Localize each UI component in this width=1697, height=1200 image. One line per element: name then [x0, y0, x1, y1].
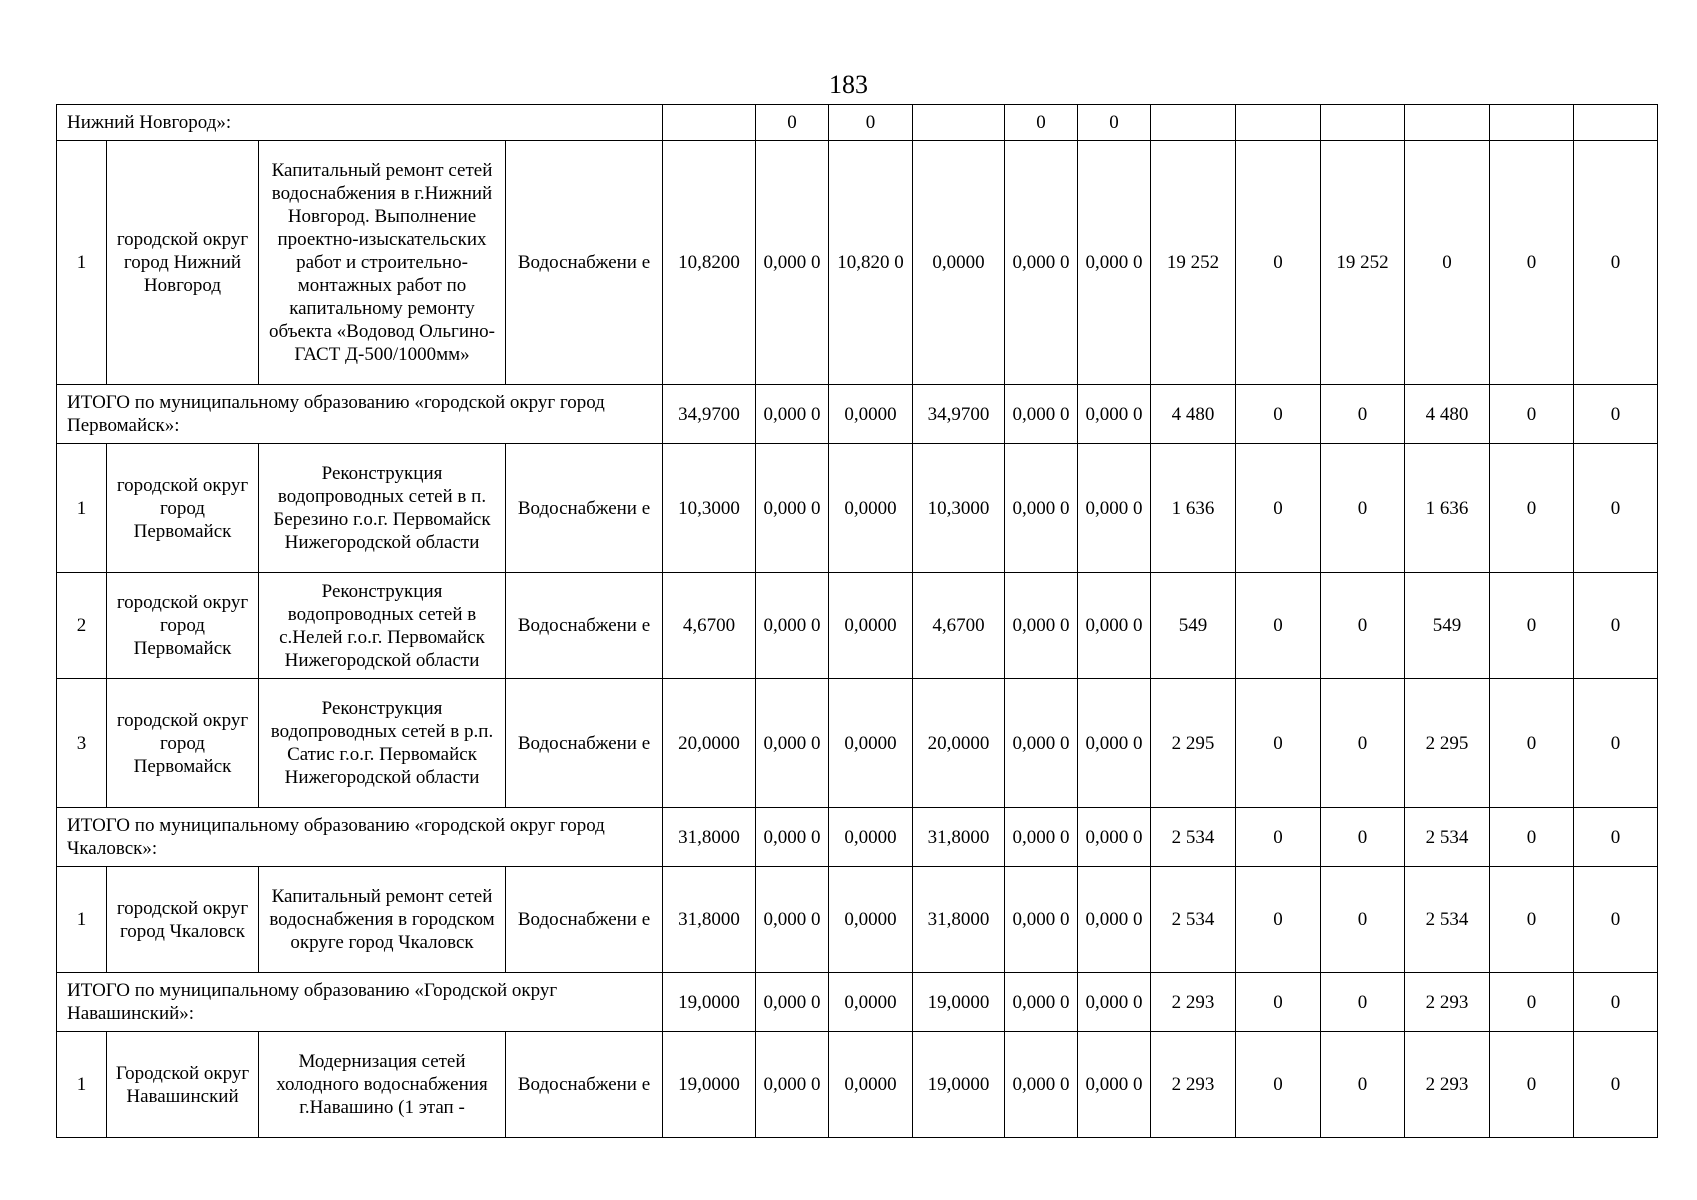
table-row [57, 444, 1658, 573]
row-number: 1 [57, 1032, 107, 1138]
district-name: городской округ город Первомайск [107, 444, 259, 573]
value-cell: 34,9700 [913, 385, 1005, 444]
value-cell [1405, 105, 1490, 141]
value-cell: 0,000 0 [1078, 573, 1151, 679]
value-cell: 2 534 [1151, 867, 1236, 973]
value-cell: 0 [1490, 808, 1574, 867]
value-cell: 4,6700 [913, 573, 1005, 679]
value-cell: 0,000 0 [1005, 1032, 1078, 1138]
value-cell: 10,820 0 [829, 141, 913, 385]
project-description: Модернизация сетей холодного водоснабжения г.Навашино (1 этап - [259, 1032, 506, 1138]
value-cell: 0,0000 [829, 385, 913, 444]
total-row [57, 808, 1658, 867]
value-cell: 2 293 [1151, 1032, 1236, 1138]
category-cell: Водоснабжени е [506, 679, 663, 808]
value-cell: 0 [1078, 105, 1151, 141]
table-row [57, 867, 1658, 973]
district-name: городской округ город Первомайск [107, 679, 259, 808]
value-cell: 0,000 0 [1005, 444, 1078, 573]
value-cell: 549 [1405, 573, 1490, 679]
value-cell: 0,000 0 [1005, 573, 1078, 679]
project-description: Реконструкция водопроводных сетей в п. Березино г.о.г. Первомайск Нижегородской области [259, 444, 506, 573]
value-cell: 0 [1236, 444, 1321, 573]
value-cell: 0,000 0 [756, 141, 829, 385]
value-cell: 34,9700 [663, 385, 756, 444]
budget-table [56, 104, 1658, 1138]
value-cell: 0 [1321, 973, 1405, 1032]
value-cell: 31,8000 [913, 808, 1005, 867]
value-cell: 0,000 0 [1005, 679, 1078, 808]
value-cell: 2 534 [1405, 867, 1490, 973]
value-cell: 19,0000 [913, 973, 1005, 1032]
value-cell: 0 [1236, 573, 1321, 679]
value-cell: 0 [1236, 867, 1321, 973]
value-cell: 0,0000 [829, 444, 913, 573]
category-cell: Водоснабжени е [506, 867, 663, 973]
value-cell [1490, 105, 1574, 141]
value-cell: 2 293 [1405, 973, 1490, 1032]
table-row [57, 141, 1658, 385]
value-cell: 0,0000 [829, 808, 913, 867]
value-cell: 0,000 0 [756, 1032, 829, 1138]
value-cell: 0 [1574, 573, 1658, 679]
value-cell: 0 [1321, 867, 1405, 973]
value-cell: 4,6700 [663, 573, 756, 679]
value-cell: 0,000 0 [1078, 679, 1151, 808]
total-label: ИТОГО по муниципальному образованию «городской округ город Первомайск»: [57, 385, 663, 444]
value-cell: 0 [1490, 573, 1574, 679]
value-cell: 0 [1005, 105, 1078, 141]
value-cell: 19 252 [1151, 141, 1236, 385]
value-cell: 0 [1321, 808, 1405, 867]
row-number: 1 [57, 444, 107, 573]
value-cell: 0,0000 [829, 1032, 913, 1138]
value-cell: 0,000 0 [1005, 141, 1078, 385]
value-cell: 0 [829, 105, 913, 141]
value-cell: 2 293 [1405, 1032, 1490, 1138]
value-cell: 0,000 0 [756, 444, 829, 573]
total-row [57, 105, 1658, 141]
value-cell: 0,000 0 [1005, 867, 1078, 973]
value-cell: 0,0000 [829, 973, 913, 1032]
value-cell: 0,000 0 [756, 973, 829, 1032]
value-cell: 0,000 0 [1078, 385, 1151, 444]
value-cell: 0 [1574, 444, 1658, 573]
row-number: 2 [57, 573, 107, 679]
category-cell: Водоснабжени е [506, 573, 663, 679]
value-cell: 0 [1321, 1032, 1405, 1138]
value-cell: 0 [1236, 141, 1321, 385]
row-number: 1 [57, 141, 107, 385]
total-label: Нижний Новгород»: [57, 105, 663, 141]
value-cell: 0 [1236, 808, 1321, 867]
value-cell: 0 [1490, 679, 1574, 808]
value-cell: 10,8200 [663, 141, 756, 385]
category-cell: Водоснабжени е [506, 141, 663, 385]
value-cell: 0,000 0 [1078, 867, 1151, 973]
district-name: городской округ город Нижний Новгород [107, 141, 259, 385]
value-cell: 0 [1490, 385, 1574, 444]
value-cell: 0,000 0 [1078, 973, 1151, 1032]
value-cell: 0,000 0 [1078, 444, 1151, 573]
value-cell: 0 [1236, 973, 1321, 1032]
value-cell: 2 534 [1151, 808, 1236, 867]
value-cell: 549 [1151, 573, 1236, 679]
value-cell: 0 [1236, 679, 1321, 808]
value-cell: 0,000 0 [1078, 808, 1151, 867]
district-name: городской округ город Первомайск [107, 573, 259, 679]
project-description: Капитальный ремонт сетей водоснабжения в городском округе город Чкаловск [259, 867, 506, 973]
category-cell: Водоснабжени е [506, 444, 663, 573]
value-cell: 0,000 0 [1078, 141, 1151, 385]
value-cell: 19,0000 [913, 1032, 1005, 1138]
total-label: ИТОГО по муниципальному образованию «городской округ город Чкаловск»: [57, 808, 663, 867]
total-label: ИТОГО по муниципальному образованию «Городской округ Навашинский»: [57, 973, 663, 1032]
value-cell: 0 [1236, 1032, 1321, 1138]
value-cell: 31,8000 [913, 867, 1005, 973]
value-cell: 2 293 [1151, 973, 1236, 1032]
page-number: 183 [829, 70, 868, 99]
value-cell: 2 534 [1405, 808, 1490, 867]
value-cell: 0,000 0 [1005, 808, 1078, 867]
value-cell: 0 [1490, 444, 1574, 573]
value-cell: 31,8000 [663, 808, 756, 867]
value-cell: 0,0000 [829, 573, 913, 679]
value-cell: 0,0000 [829, 679, 913, 808]
value-cell: 0 [1321, 385, 1405, 444]
value-cell: 19,0000 [663, 1032, 756, 1138]
value-cell: 0 [1490, 867, 1574, 973]
value-cell: 10,3000 [913, 444, 1005, 573]
value-cell: 20,0000 [663, 679, 756, 808]
project-description: Реконструкция водопроводных сетей в с.Нелей г.о.г. Первомайск Нижегородской области [259, 573, 506, 679]
value-cell: 0,0000 [913, 141, 1005, 385]
value-cell: 0 [1405, 141, 1490, 385]
value-cell: 0,000 0 [756, 679, 829, 808]
value-cell: 19,0000 [663, 973, 756, 1032]
value-cell: 20,0000 [913, 679, 1005, 808]
table-row [57, 573, 1658, 679]
value-cell: 0,000 0 [756, 808, 829, 867]
value-cell [1151, 105, 1236, 141]
value-cell: 10,3000 [663, 444, 756, 573]
value-cell: 0 [1490, 973, 1574, 1032]
value-cell: 0,0000 [829, 867, 913, 973]
value-cell: 2 295 [1151, 679, 1236, 808]
value-cell: 0,000 0 [756, 867, 829, 973]
value-cell: 0 [1490, 141, 1574, 385]
value-cell: 0 [1574, 141, 1658, 385]
value-cell [913, 105, 1005, 141]
value-cell: 0,000 0 [1005, 385, 1078, 444]
value-cell: 0 [1574, 1032, 1658, 1138]
value-cell: 0 [1321, 573, 1405, 679]
value-cell [1574, 105, 1658, 141]
value-cell: 1 636 [1151, 444, 1236, 573]
table-body [57, 105, 1658, 1138]
value-cell: 31,8000 [663, 867, 756, 973]
district-name: Городской округ Навашинский [107, 1032, 259, 1138]
value-cell: 0 [1574, 973, 1658, 1032]
value-cell: 0 [1574, 679, 1658, 808]
category-cell: Водоснабжени е [506, 1032, 663, 1138]
value-cell: 1 636 [1405, 444, 1490, 573]
value-cell: 0,000 0 [1005, 973, 1078, 1032]
value-cell: 0 [1574, 867, 1658, 973]
project-description: Капитальный ремонт сетей водоснабжения в г.Нижний Новгород. Выполнение проектно-изыскательских работ и строительно-монтажных работ по капитальному ремонту объекта «Водовод Ольгино-ГАСТ Д-500/1000мм» [259, 141, 506, 385]
table-row [57, 679, 1658, 808]
value-cell [1321, 105, 1405, 141]
project-description: Реконструкция водопроводных сетей в р.п. Сатис г.о.г. Первомайск Нижегородской области [259, 679, 506, 808]
value-cell [1236, 105, 1321, 141]
value-cell: 2 295 [1405, 679, 1490, 808]
value-cell: 0,000 0 [1078, 1032, 1151, 1138]
value-cell: 0 [1321, 444, 1405, 573]
value-cell: 0,000 0 [756, 573, 829, 679]
district-name: городской округ город Чкаловск [107, 867, 259, 973]
value-cell: 0 [1321, 679, 1405, 808]
value-cell: 0 [756, 105, 829, 141]
value-cell: 19 252 [1321, 141, 1405, 385]
value-cell: 0 [1574, 808, 1658, 867]
value-cell: 0 [1236, 385, 1321, 444]
value-cell: 4 480 [1405, 385, 1490, 444]
value-cell: 4 480 [1151, 385, 1236, 444]
value-cell: 0,000 0 [756, 385, 829, 444]
table-row [57, 1032, 1658, 1138]
total-row [57, 385, 1658, 444]
total-row [57, 973, 1658, 1032]
value-cell: 0 [1490, 1032, 1574, 1138]
value-cell [663, 105, 756, 141]
row-number: 3 [57, 679, 107, 808]
row-number: 1 [57, 867, 107, 973]
value-cell: 0 [1574, 385, 1658, 444]
